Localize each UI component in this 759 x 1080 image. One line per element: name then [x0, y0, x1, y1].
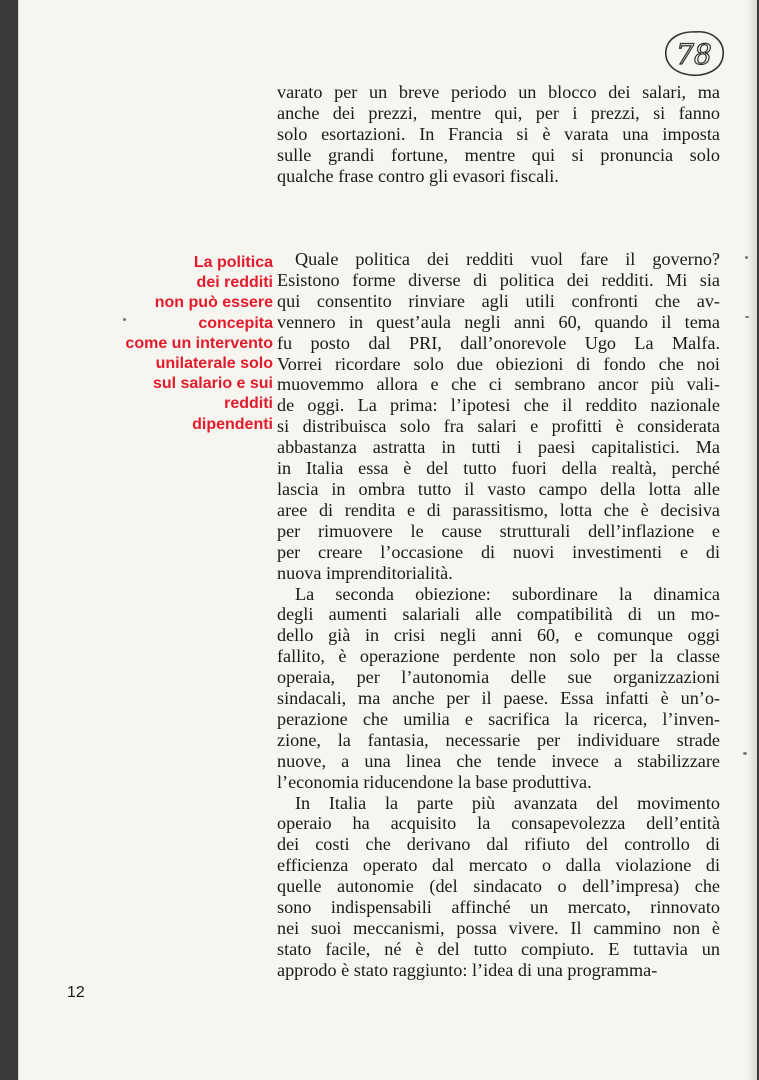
text-line: sono indispensabili affinché un mercato, rinnovato [277, 897, 720, 918]
text-line: qui consentito rinviare agli utili confronti che av- [277, 290, 720, 311]
paragraph-1 [277, 249, 720, 584]
text-line: sindacali, ma anche per il paese. Essa infatti è un’o- [277, 688, 720, 709]
sidenote-line: redditi [224, 395, 273, 413]
text-line: perazione che umilia e sacrifica la ricerca, l’inven- [277, 708, 720, 729]
text-line: nuova imprenditorialità. [277, 562, 453, 583]
print-speck [123, 318, 126, 321]
text-line: aree di rendita e di parassitismo, lotta che è decisiva [277, 499, 720, 520]
document-page [18, 0, 757, 1080]
text-line: Quale politica dei redditi vuol fare il governo? [295, 249, 720, 269]
text-line: per rimuovere le cause strutturali dell’inflazione e [277, 520, 720, 541]
print-speck [745, 316, 749, 318]
sidenote-line: dei redditi [196, 274, 273, 292]
sidenote-line: come un intervento [125, 334, 273, 352]
text-line: muovemmo allora e che ci sembrano ancor più vali- [277, 374, 720, 395]
paragraph-2 [277, 584, 720, 793]
handwritten-page-mark [661, 28, 727, 80]
text-line: lascia in ombra tutto il vasto campo della lotta alle [277, 478, 720, 499]
text-line: varato per un breve periodo un blocco dei salari, ma [277, 82, 720, 102]
page-number: 12 [67, 984, 85, 1001]
text-line: abbastanza astratta in tutti i paesi capitalistici. Ma [277, 437, 720, 458]
sidenote-line: non può essere [154, 294, 273, 312]
text-line: anche dei prezzi, mentre qui, per i prezzi, si fanno [277, 102, 720, 123]
text-line: de oggi. La prima: l’ipotesi che il reddito nazionale [277, 395, 720, 416]
text-line: Esistono forme diverse di politica dei redditi. Mi sia [277, 269, 720, 290]
sidenote-line: concepita [198, 314, 273, 332]
page-edge-shadow [747, 0, 757, 1080]
text-line: fallito, è operazione perdente non solo per la classe [277, 646, 720, 667]
print-speck [743, 752, 747, 755]
text-line: zione, la fantasia, necessarie per individuare strade [277, 729, 720, 750]
sidenote-line: sul salario e sui [152, 375, 273, 393]
text-line: operaio ha acquisito la consapevolezza dell’entità [277, 813, 720, 834]
red-margin-note [59, 253, 273, 435]
text-line: dello già in crisi negli anni 60, e comunque oggi [277, 625, 720, 646]
text-line: per creare l’occasione di nuovi investimenti e di [277, 541, 720, 562]
text-line: degli aumenti salariali alle compatibilità di un mo- [277, 604, 720, 625]
text-line: operaia, per l’autonomia delle sue organizzazioni [277, 667, 720, 688]
text-line: nei suoi meccanismi, possa vivere. Il cammino non è [277, 918, 720, 938]
text-line: sulle grandi fortune, mentre qui si pronuncia solo [277, 144, 720, 165]
text-line: dei costi che derivano dal rifiuto del controllo di [277, 834, 720, 855]
text-line: stato facile, né è del tutto compiuto. E tuttavia un [277, 938, 720, 959]
text-line: vennero in quest’aula negli anni 60, quando il tema [277, 311, 720, 332]
text-line: approdo è stato raggiunto: l’idea di una programma- [277, 959, 658, 980]
text-line: quelle autonomie (del sindacato o dell’impresa) che [277, 876, 720, 897]
text-line: La seconda obiezione: subordinare la dinamica [295, 583, 720, 604]
text-line: nuove, a una linea che tende invece a stabilizzare [277, 750, 720, 771]
text-line: l’economia riducendone la base produttiva. [277, 771, 592, 792]
handwritten-number: 78 [676, 38, 712, 71]
sidenote-line: La politica [193, 254, 273, 271]
paragraph-3 [277, 793, 720, 981]
text-line: si distribuisca solo fra salari e profitti è considerata [277, 416, 720, 437]
handwritten-circle-icon [661, 28, 727, 80]
text-line: Vorrei ricordare solo due obiezioni di fondo che noi [277, 353, 720, 374]
text-line: qualche frase contro gli evasori fiscali. [277, 165, 559, 186]
text-line: fu posto dal PRI, dall’onorevole Ugo La Malfa. [277, 332, 720, 353]
text-line: In Italia la parte più avanzata del movimento [295, 792, 720, 813]
text-line: efficienza operato dal mercato o dalla violazione di [277, 855, 720, 876]
sidenote-line: unilaterale solo [155, 355, 273, 373]
text-line: solo esortazioni. In Francia si è varata una imposta [277, 123, 720, 144]
sidenote-line: dipendenti [192, 415, 273, 433]
text-line: in Italia essa è del tutto fuori della realtà, perché [277, 458, 720, 479]
main-text [277, 249, 720, 981]
top-paragraph [277, 82, 720, 187]
print-speck [745, 256, 748, 259]
